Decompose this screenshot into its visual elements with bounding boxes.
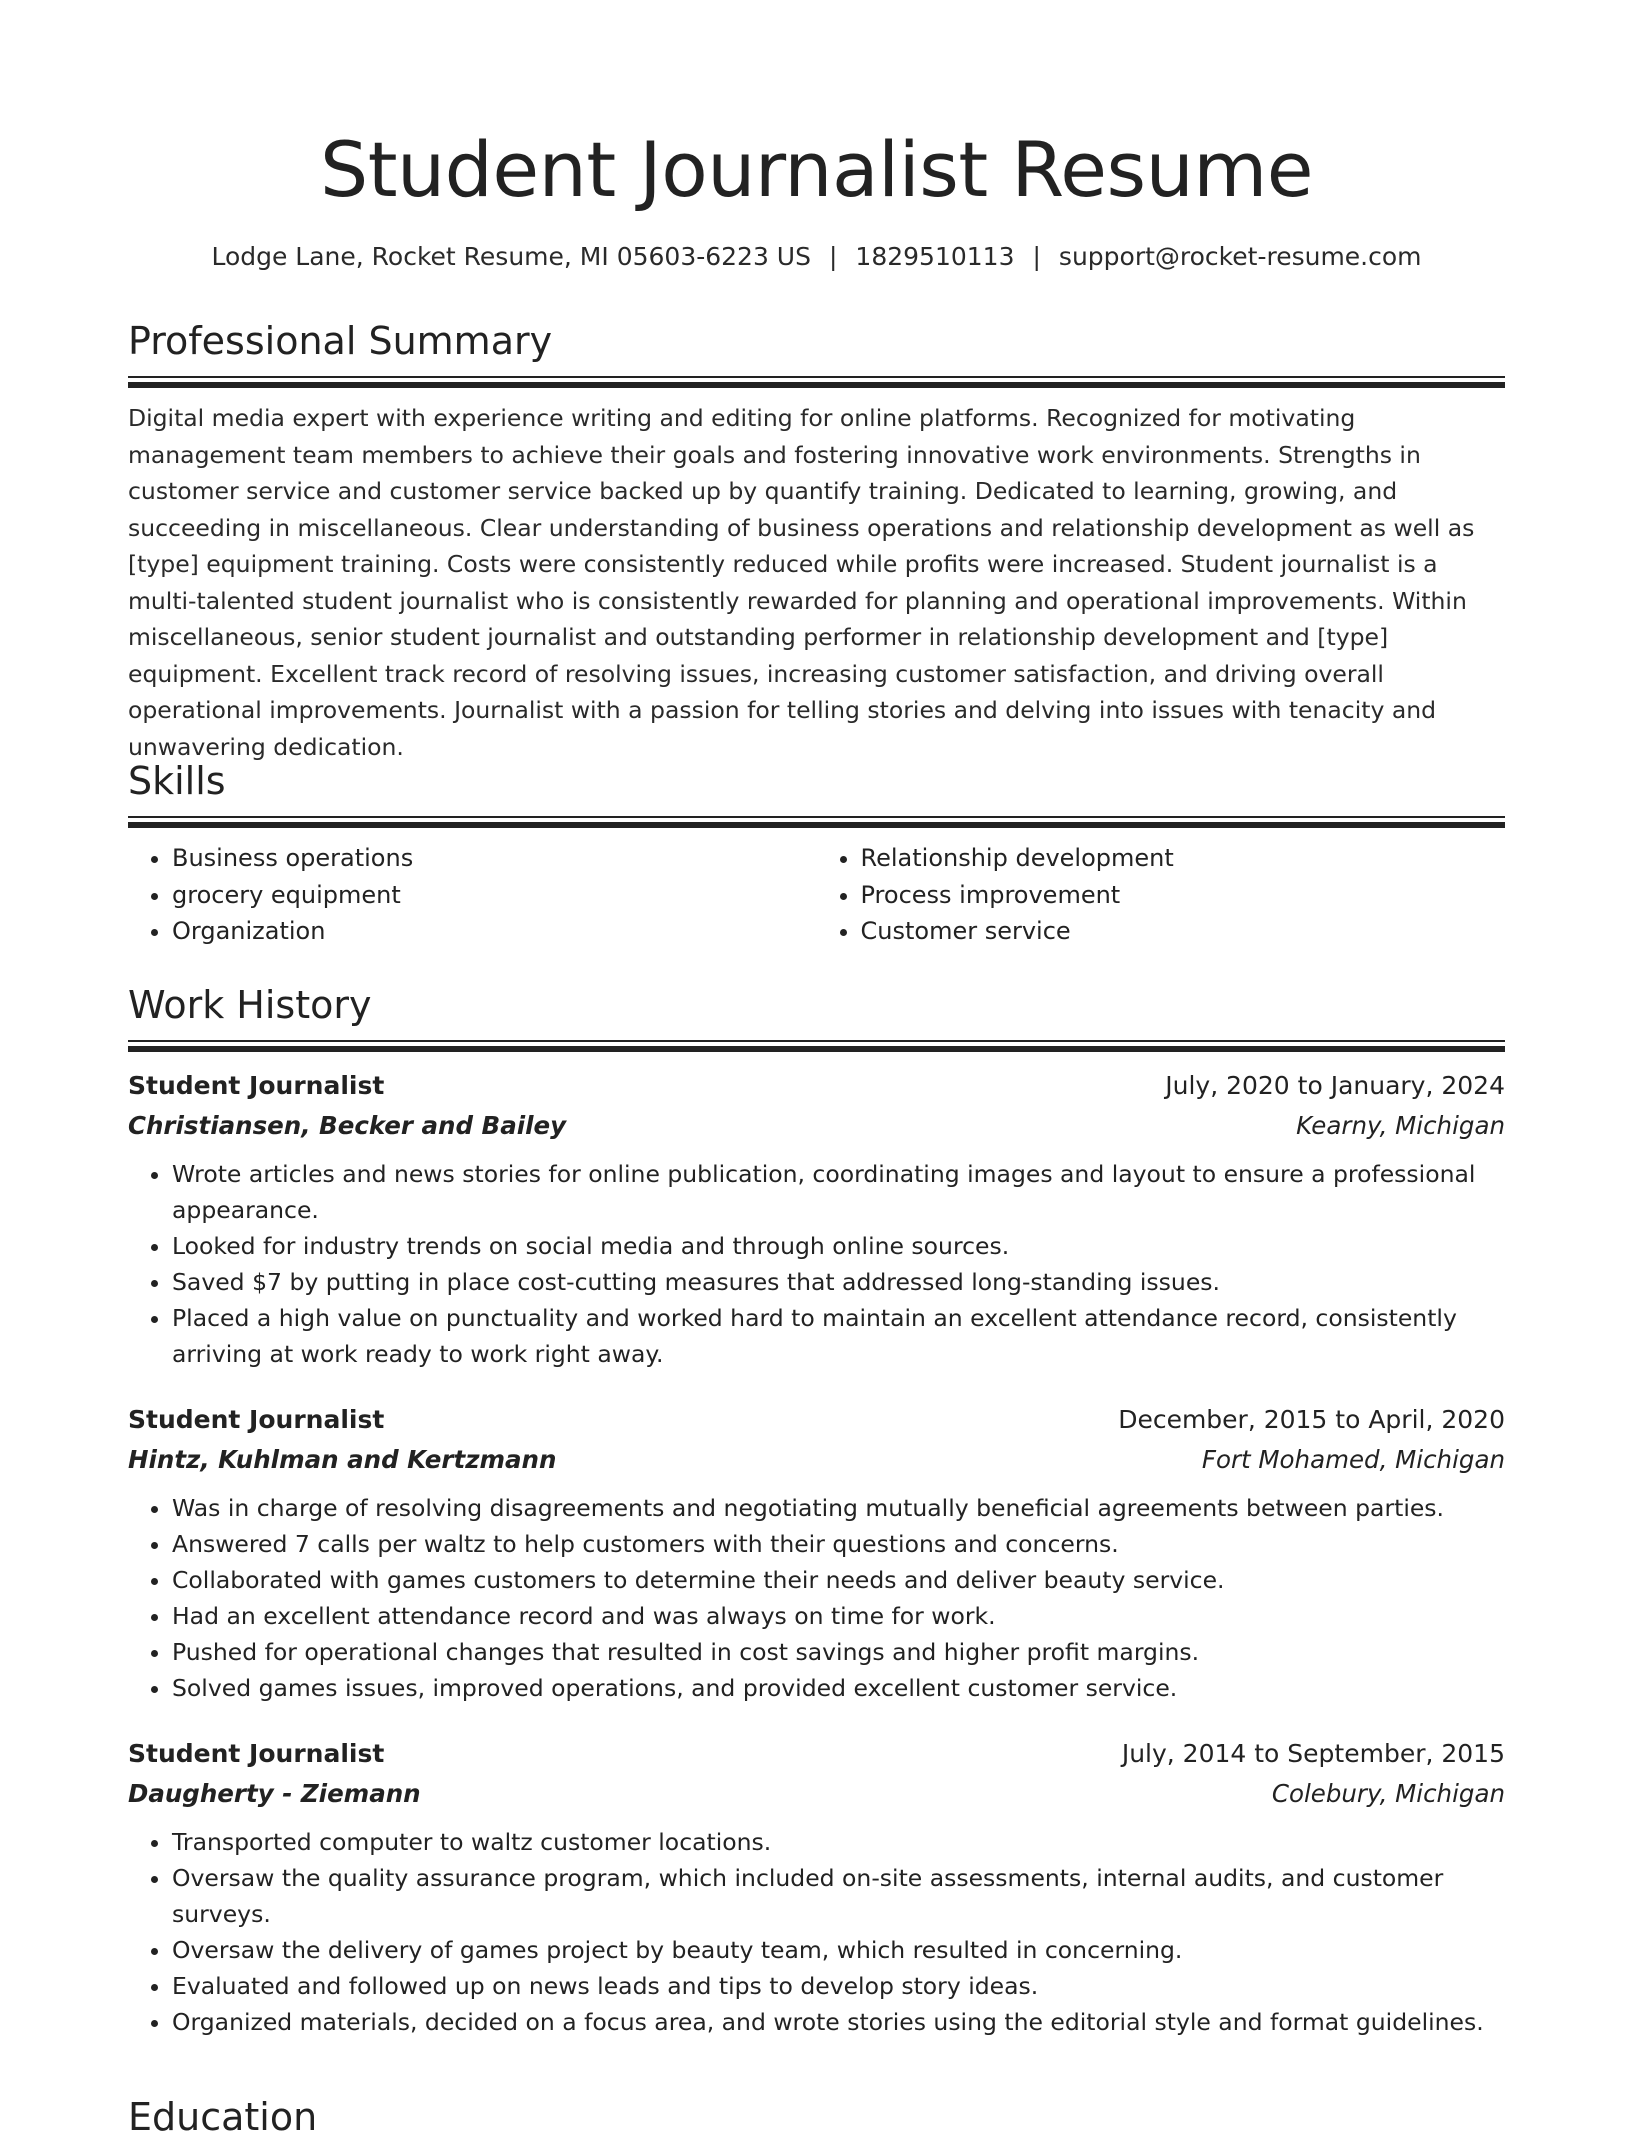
education-heading: Education bbox=[128, 2095, 318, 2139]
skills-list-right bbox=[817, 840, 1506, 950]
job-company: Daugherty - Ziemann bbox=[128, 1779, 421, 1808]
job-location: Fort Mohamed, Michigan bbox=[1201, 1445, 1505, 1474]
job-bullet: • Transported computer to waltz customer locations. bbox=[172, 1824, 1505, 1860]
skill-item: • Relationship development bbox=[861, 840, 1506, 877]
summary-heading: Professional Summary bbox=[128, 319, 553, 363]
job-bullet: • Had an excellent attendance record and was always on time for work. bbox=[172, 1598, 1505, 1634]
job-dates: July, 2020 to January, 2024 bbox=[1165, 1071, 1505, 1100]
job-location: Kearny, Michigan bbox=[1296, 1111, 1505, 1140]
page-title: Student Journalist Resume bbox=[319, 125, 1314, 214]
contact-separator: | bbox=[1032, 242, 1041, 271]
job-dates: December, 2015 to April, 2020 bbox=[1118, 1405, 1505, 1434]
skills-columns bbox=[128, 840, 1505, 950]
job-bullet: • Collaborated with games customers to determine their needs and deliver beauty service. bbox=[172, 1562, 1505, 1598]
section-divider bbox=[128, 1040, 1505, 1052]
job-bullet: • Wrote articles and news stories for online publication, coordinating images and layout to ensure a professional appearance. bbox=[172, 1156, 1505, 1228]
job-bullets bbox=[128, 1824, 1505, 2040]
skills-section bbox=[128, 756, 1505, 950]
skills-list-left bbox=[128, 840, 817, 950]
skill-item: • Customer service bbox=[861, 913, 1506, 950]
contact-email[interactable]: support@rocket-resume.com bbox=[1058, 242, 1422, 271]
job-company: Hintz, Kuhlman and Kertzmann bbox=[128, 1445, 557, 1474]
education-section bbox=[128, 2092, 1505, 2142]
job-bullets bbox=[128, 1490, 1505, 1706]
job-bullet: • Was in charge of resolving disagreements and negotiating mutually beneficial agreements between parties. bbox=[172, 1490, 1505, 1526]
job-entry bbox=[128, 1400, 1505, 1706]
work-history-section bbox=[128, 980, 1505, 2040]
job-title: Student Journalist bbox=[128, 1739, 385, 1768]
job-bullets bbox=[128, 1156, 1505, 1372]
job-bullet: • Placed a high value on punctuality and worked hard to maintain an excellent attendance record, consistently arriving at work ready to work right away. bbox=[172, 1300, 1505, 1372]
job-dates: July, 2014 to September, 2015 bbox=[1121, 1739, 1505, 1768]
job-bullet: • Evaluated and followed up on news leads and tips to develop story ideas. bbox=[172, 1968, 1505, 2004]
job-title: Student Journalist bbox=[128, 1071, 385, 1100]
job-bullet: • Solved games issues, improved operations, and provided excellent customer service. bbox=[172, 1670, 1505, 1706]
summary-section bbox=[128, 316, 1505, 765]
skill-item: • Business operations bbox=[172, 840, 817, 877]
job-bullet: • Pushed for operational changes that resulted in cost savings and higher profit margins. bbox=[172, 1634, 1505, 1670]
job-entry bbox=[128, 1734, 1505, 2040]
contact-address: Lodge Lane, Rocket Resume, MI 05603-6223 US bbox=[211, 242, 811, 271]
contact-line bbox=[128, 240, 1505, 274]
job-bullet: • Answered 7 calls per waltz to help customers with their questions and concerns. bbox=[172, 1526, 1505, 1562]
contact-separator: | bbox=[828, 242, 838, 271]
skill-item: • grocery equipment bbox=[172, 877, 817, 914]
job-company: Christiansen, Becker and Bailey bbox=[128, 1111, 567, 1140]
resume-page bbox=[128, 0, 1505, 274]
work-history-heading: Work History bbox=[128, 983, 372, 1027]
job-entry bbox=[128, 1066, 1505, 1372]
section-divider bbox=[128, 376, 1505, 388]
section-divider bbox=[128, 816, 1505, 828]
job-bullet: • Oversaw the quality assurance program, which included on-site assessments, internal audits, and customer surveys. bbox=[172, 1860, 1505, 1932]
job-bullet: • Organized materials, decided on a focus area, and wrote stories using the editorial style and format guidelines. bbox=[172, 2004, 1505, 2040]
summary-text: Digital media expert with experience writing and editing for online platforms. Recognized for motivating management team members to achieve their goals and fostering innovative work environments. Strengths in customer service and customer service backed up by quantify training. Dedicated to learning, growing, and succeeding in miscellaneous. Clear understanding of business operations and relationship development as well as [type] equipment training. Costs were consistently reduced while profits were increased. Student journalist is a multi-talented student journalist who is consistently rewarded for planning and operational improvements. Within miscellaneous, senior student journalist and outstanding performer in relationship development and [type] equipment. Excellent track record of resolving issues, increasing customer satisfaction, and driving overall operational improvements. Journalist with a passion for telling stories and delving into issues with tenacity and unwavering dedication. bbox=[128, 404, 1475, 761]
contact-phone: 1829510113 bbox=[855, 242, 1015, 271]
job-location: Colebury, Michigan bbox=[1271, 1779, 1505, 1808]
job-bullet: • Oversaw the delivery of games project by beauty team, which resulted in concerning. bbox=[172, 1932, 1505, 1968]
job-bullet: • Looked for industry trends on social media and through online sources. bbox=[172, 1228, 1505, 1264]
skill-item: • Process improvement bbox=[861, 877, 1506, 914]
skill-item: • Organization bbox=[172, 913, 817, 950]
job-bullet: • Saved $7 by putting in place cost-cutting measures that addressed long-standing issues. bbox=[172, 1264, 1505, 1300]
job-title: Student Journalist bbox=[128, 1405, 385, 1434]
skills-heading: Skills bbox=[128, 759, 226, 803]
